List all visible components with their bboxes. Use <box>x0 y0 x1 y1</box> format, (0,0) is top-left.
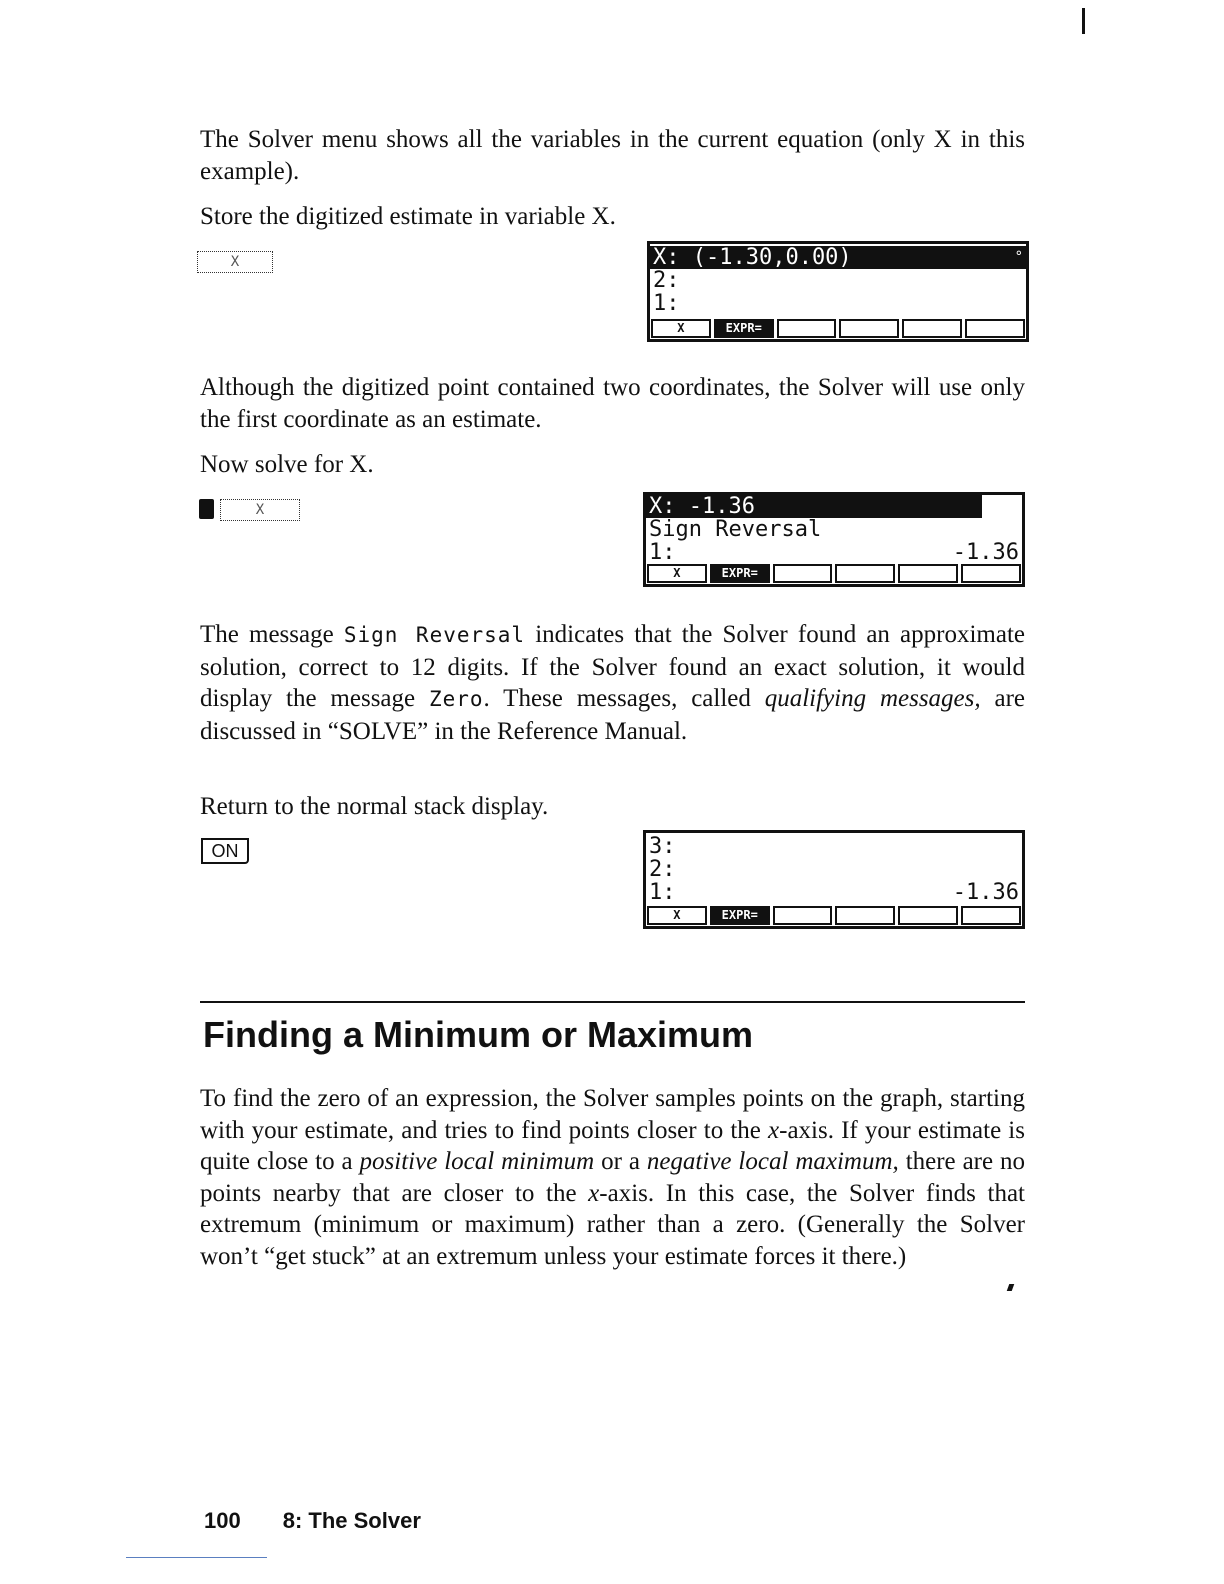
page-number: 100 <box>204 1508 241 1533</box>
display3-stack-level-3: 3: <box>649 834 676 859</box>
display1-menu-expr[interactable]: EXPR= <box>714 319 774 338</box>
display1-degree-mark: ° <box>1014 249 1023 265</box>
display1-x-value: X: (-1.30,0.00) <box>653 245 852 270</box>
paragraph-minimum-maximum: To find the zero of an expression, the Solver samples points on the graph, starting with your estimate, and tries to find points closer to the x-axis. If your estimate is quite close to a positive local minimum or a negative local maximum, there are no points nearby that are closer to the x-axis. In this case, the Solver finds that extremum (minimum or maximum) rather than a zero. (Generally the Solver won’t “get stuck” at an extremum unless your estimate forces it there.) <box>200 1085 1025 1270</box>
display1-menu-x[interactable]: X <box>651 319 711 338</box>
display2-message-row <box>646 518 1022 541</box>
display3-stack-level-1: 1: -1.36 <box>649 880 1019 905</box>
chapter-title: 8: The Solver <box>282 1508 421 1533</box>
display2-menu-empty-6[interactable] <box>961 564 1021 583</box>
display2-stack-level-1: 1: -1.36 <box>649 540 1019 565</box>
right-shift-key[interactable] <box>199 499 214 519</box>
section-rule <box>200 1001 1025 1003</box>
change-bar <box>1082 8 1085 34</box>
display2-menu-x[interactable]: X <box>647 564 707 583</box>
display2-menu-expr[interactable]: EXPR= <box>710 564 770 583</box>
display3-menu-empty-3[interactable] <box>773 906 833 925</box>
display2-menu-empty-3[interactable] <box>773 564 833 583</box>
x-menu-key[interactable] <box>197 251 273 273</box>
display2-x-value: X: -1.36 <box>649 494 755 519</box>
display2-menu-empty-5[interactable] <box>898 564 958 583</box>
display2-menu <box>646 564 1022 584</box>
paragraph-coordinates: Although the digitized point contained two coordinates, the Solver will use only the first coordinate as an estimate. <box>200 374 1025 433</box>
display2-menu-empty-4[interactable] <box>835 564 895 583</box>
display3-menu-expr[interactable]: EXPR= <box>710 906 770 925</box>
page-footer <box>204 1508 421 1534</box>
display1-menu-empty-3[interactable] <box>777 319 837 338</box>
display3-menu-empty-5[interactable] <box>898 906 958 925</box>
display3-menu-empty-4[interactable] <box>835 906 895 925</box>
display1-status-row <box>650 246 1026 269</box>
paragraph-return-stack: Return to the normal stack display. <box>200 793 549 820</box>
calculator-display-3 <box>643 830 1025 929</box>
paragraph-store-estimate: Store the digitized estimate in variable X. <box>200 203 616 230</box>
display3-menu-empty-6[interactable] <box>961 906 1021 925</box>
display3-menu <box>646 906 1022 926</box>
paragraph-solve-for-x: Now solve for X. <box>200 451 374 478</box>
paragraph-qualifying-messages: The message Sign Reversal indicates that the Solver found an approximate solution, correct to 12 digits. If the Solver found an exact solution, it would display the message Zero. These messages, called qualifying messages, are discussed in “SOLVE” in the Reference Manual. <box>200 621 1026 745</box>
calculator-display-1 <box>647 241 1029 342</box>
solve-x-menu-key[interactable] <box>220 499 300 521</box>
display1-menu <box>650 319 1026 339</box>
display3-stack-level-2: 2: <box>649 857 676 882</box>
display1-stack-level-2: 2: <box>653 268 680 293</box>
display1-menu-empty-4[interactable] <box>839 319 899 338</box>
display2-level1-value: -1.36 <box>952 540 1019 565</box>
sign-reversal-message: Sign Reversal <box>343 623 526 647</box>
x-key-label: X <box>230 254 240 270</box>
solve-x-key-label: X <box>255 502 265 518</box>
on-key[interactable]: ON <box>201 838 249 864</box>
display1-menu-empty-5[interactable] <box>902 319 962 338</box>
paragraph-solver-menu: The Solver menu shows all the variables in the current equation (only X in this example). <box>200 126 1025 185</box>
display2-qualifying-message: Sign Reversal <box>649 517 822 542</box>
display3-menu-x[interactable]: X <box>647 906 707 925</box>
display1-menu-empty-6[interactable] <box>965 319 1025 338</box>
calculator-display-2 <box>643 492 1025 587</box>
zero-message: Zero <box>428 687 484 711</box>
display2-status-row <box>646 495 982 518</box>
scan-speck <box>1007 1284 1015 1291</box>
display1-stack-level-1: 1: <box>653 291 680 316</box>
section-heading: Finding a Minimum or Maximum <box>203 1014 754 1055</box>
scan-edge-line <box>126 1557 267 1558</box>
display3-level1-value: -1.36 <box>952 880 1019 905</box>
